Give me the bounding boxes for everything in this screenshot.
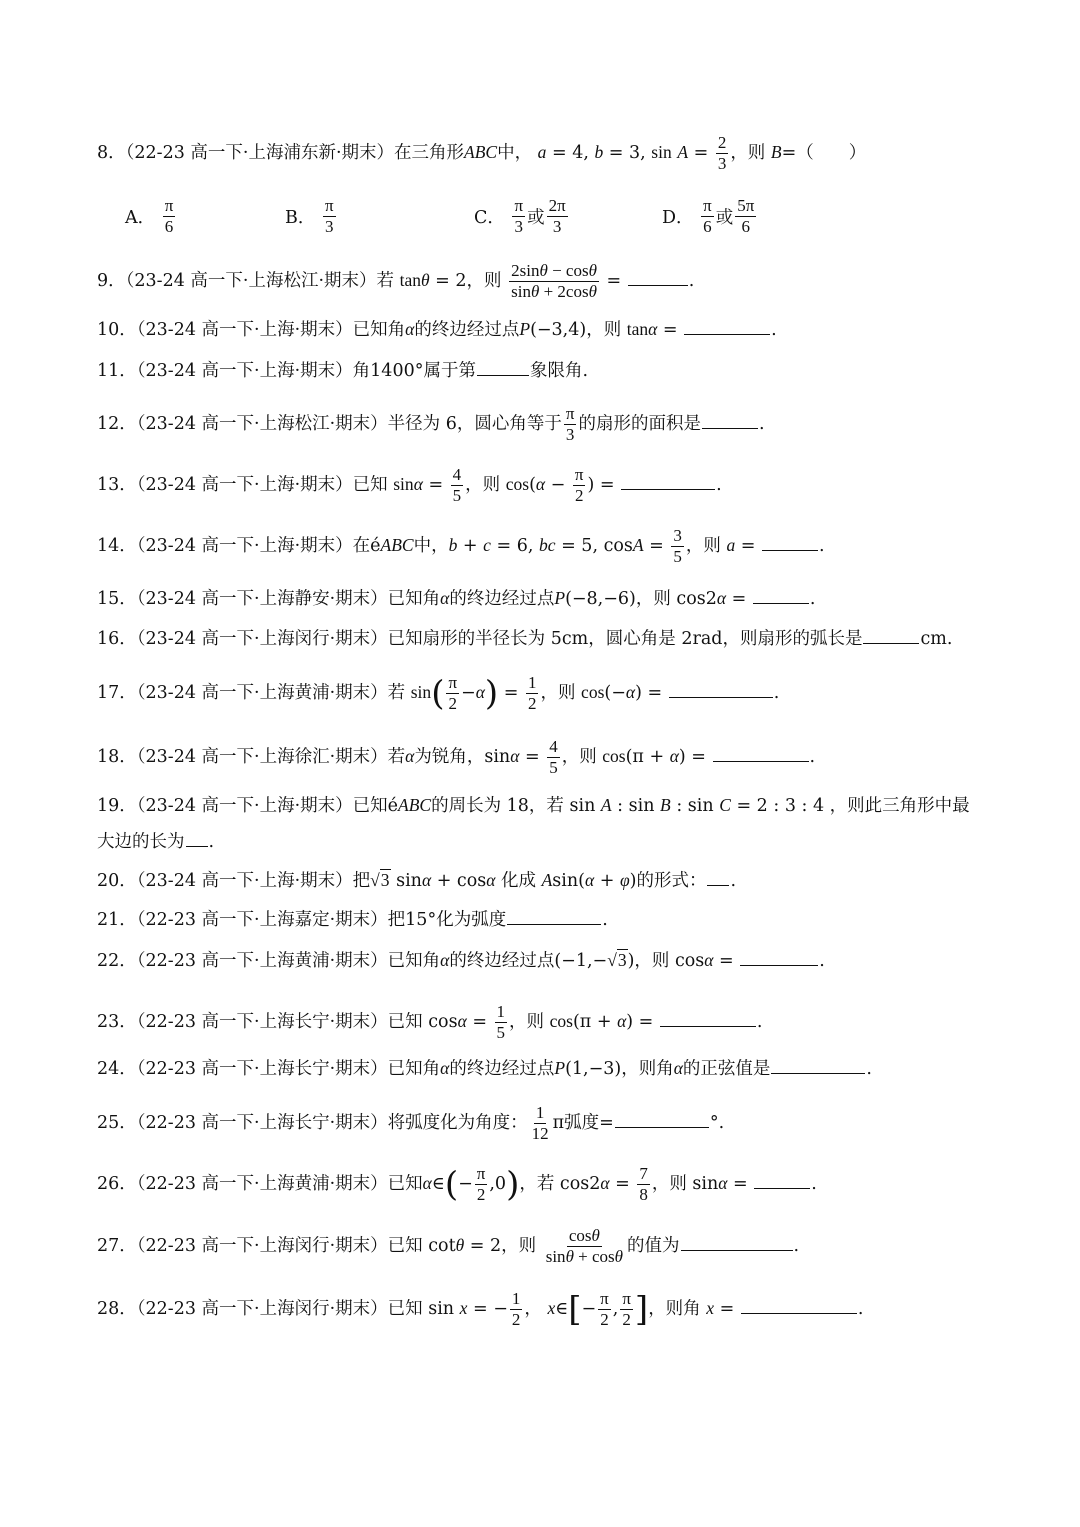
question-10: 10．（23-24 高一下·上海·期末）已知角α的终边经过点P(−3,4)，则 tanα = . xyxy=(97,315,997,344)
question-26: 26．（22-23 高一下·上海黄浦·期末）已知α∈(− $\frac{\pi}{2}$ ,0)，若 cos2α = $\frac{7}{8}$ ，则 sinα = . xyxy=(97,1164,817,1205)
question-8-options xyxy=(125,192,985,240)
question-21: 21．（22-23 高一下·上海嘉定·期末）把15°化为弧度 . xyxy=(97,906,997,934)
question-11: 11．（23-24 高一下·上海·期末）角1400°属于第 象限角. xyxy=(97,357,997,385)
question-13: 13．（23-24 高一下·上海·期末）已知 sinα = $\frac{4}{5}$ ，则 cos(α − $\frac{\pi}{2}$ ) = . xyxy=(97,465,722,505)
question-20: 20．（23-24 高一下·上海·期末）把√3 sinα + cosα 化成 Asin(α + φ)的形式： . xyxy=(97,866,997,895)
question-28: 28．（22-23 高一下·上海闵行·期末）已知 sin x = − $\frac{1}{2}$ ， x∈[− $\frac{\pi}{2}$ , $\frac{\pi}{2}$ ]，则角 x = . xyxy=(97,1289,864,1330)
option-d: D． $\frac{\pi}{6}$ 或 $\frac{5\pi}{6}$ xyxy=(662,195,755,236)
question-25: 25．（22-23 高一下·上海长宁·期末）将弧度化为角度： $\frac{1}{12}$ π弧度= °. xyxy=(97,1103,725,1143)
option-a: A． $\frac{\pi}{6}$ xyxy=(125,195,174,236)
question-23: 23．（22-23 高一下·上海长宁·期末）已知 cosα = $\frac{1}{5}$ ，则 cos(π + α) = . xyxy=(97,1002,763,1042)
question-24: 24．（22-23 高一下·上海长宁·期末）已知角α的终边经过点P(1,−3)，则角α的正弦值是 . xyxy=(97,1054,997,1083)
question-12: 12．（23-24 高一下·上海松江·期末）半径为 6，圆心角等于 $\frac{\pi}{3}$ 的扇形的面积是 . xyxy=(97,404,765,444)
option-b: B． $\frac{\pi}{3}$ xyxy=(285,195,334,236)
question-27: 27．（22-23 高一下·上海闵行·期末）已知 cotθ = 2，则 $\frac{\cos\theta}{\sin\theta + \cos\theta}$ 的值为 . xyxy=(97,1226,800,1266)
question-16: 16．（23-24 高一下·上海闵行·期末）已知扇形的半径长为 5cm，圆心角是 2rad，则扇形的弧长是 cm. xyxy=(97,625,997,653)
question-22: 22．（22-23 高一下·上海黄浦·期末）已知角α的终边经过点(−1,−√3)，则 cosα = . xyxy=(97,946,997,975)
question-18: 18．（23-24 高一下·上海徐汇·期末）若α为锐角，sinα = $\frac{4}{5}$ ，则 cos(π + α) = . xyxy=(97,737,816,777)
question-14: 14．（23-24 高一下·上海·期末）在éABC中，b + c = 6, bc = 5, cosA = $\frac{3}{5}$ ，则 a = . xyxy=(97,526,825,566)
question-15: 15．（23-24 高一下·上海静安·期末）已知角α的终边经过点P(−8,−6)，则 cos2α = . xyxy=(97,584,997,613)
question-8: 8．（22-23 高一下·上海浦东新·期末）在三角形ABC中， a = 4, b = 3, sin A = $\frac{2}{3}$ ，则 B=（ ） xyxy=(97,133,867,173)
question-9: 9．（23-24 高一下·上海松江·期末）若 tanθ = 2，则 $\frac{2\sin\theta - \cos\theta}{\sin\theta + 2\cos\theta}$ = . xyxy=(97,261,695,301)
question-17: 17．（23-24 高一下·上海黄浦·期末）若 sin( $\frac{\pi}{2}$ −α) = $\frac{1}{2}$ ，则 cos(−α) = . xyxy=(97,673,780,714)
question-19: 19．（23-24 高一下·上海·期末）已知éABC的周长为 18，若 sin A : sin B : sin C = 2 : 3 : 4 ，则此三角形中最大边的长为 . xyxy=(97,795,970,852)
option-c: C． $\frac{\pi}{3}$ 或 $\frac{2\pi}{3}$ xyxy=(474,195,566,236)
